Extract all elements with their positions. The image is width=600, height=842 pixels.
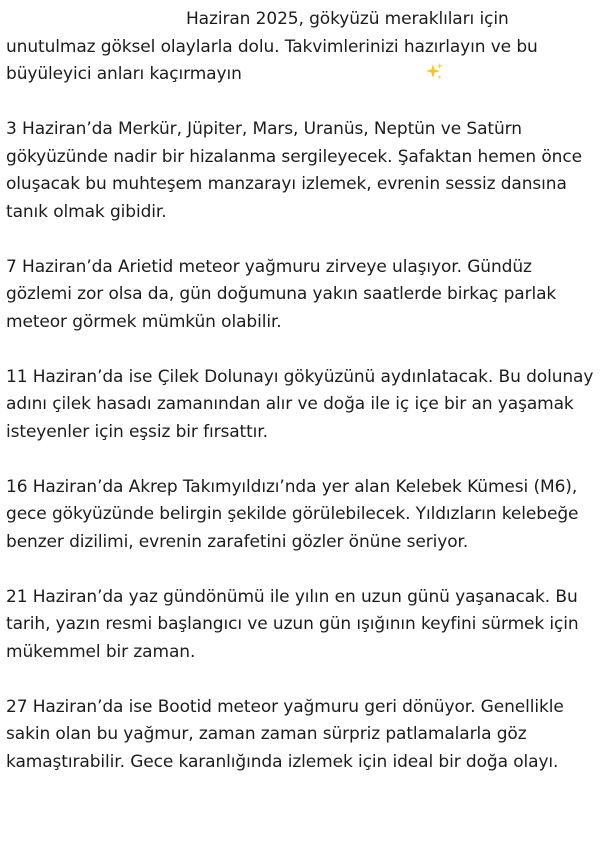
paragraph-arietid-meteor-shower: 7 Haziran’da Arietid meteor yağmuru zirveye ulaşıyor. Gündüz gözlemi zor olsa da, gün doğumuna yakın saatlerde birkaç parlak meteor görmek mümkün olabilir.	[6, 256, 557, 332]
intro-text: Haziran 2025, gökyüzü meraklıları için unutulmaz göksel olaylarla dolu. Takvimlerinizi hazırlayın ve bu büyüleyici anları kaçırmayın	[6, 9, 538, 84]
post-body	[6, 6, 596, 804]
paragraph-butterfly-cluster: 16 Haziran’da Akrep Takımyıldızı’nda yer alan Kelebek Kümesi (M6), gece gökyüzünde belirgin şekilde görülebilecek. Yıldızların kelebeğe benzer dizilimi, evrenin zarafetini gözler önüne seriyor.	[6, 476, 579, 552]
paragraph-strawberry-moon: 11 Haziran’da ise Çilek Dolunayı gökyüzünü aydınlatacak. Bu dolunay adını çilek hasadı zamanından alır ve doğa ile iç içe bir an yaşamak isteyenler için eşsiz bir fırsattır.	[6, 366, 594, 442]
paragraph-bootid-meteor-shower: 27 Haziran’da ise Bootid meteor yağmuru geri dönüyor. Genellikle sakin olan bu yağmur, zaman zaman sürpriz patlamalarla göz kamaştırabilir. Gece karanlığında izlemek için ideal bir doğa olayı.	[6, 696, 564, 772]
paragraph-summer-solstice: 21 Haziran’da yaz gündönümü ile yılın en uzun günü yaşanacak. Bu tarih, yazın resmi başlangıcı ve uzun gün ışığının keyfini sürmek için mükemmel bir zaman.	[6, 586, 579, 662]
sparkles-icon	[244, 62, 264, 82]
paragraph-planet-alignment: 3 Haziran’da Merkür, Jüpiter, Mars, Uranüs, Neptün ve Satürn gökyüzünde nadir bir hizalanma sergileyecek. Şafaktan hemen önce oluşacak bu muhteşem manzarayı izlemek, evrenin sessiz dansına tanık olmak gibidir.	[6, 119, 582, 222]
intro-paragraph	[6, 6, 596, 89]
